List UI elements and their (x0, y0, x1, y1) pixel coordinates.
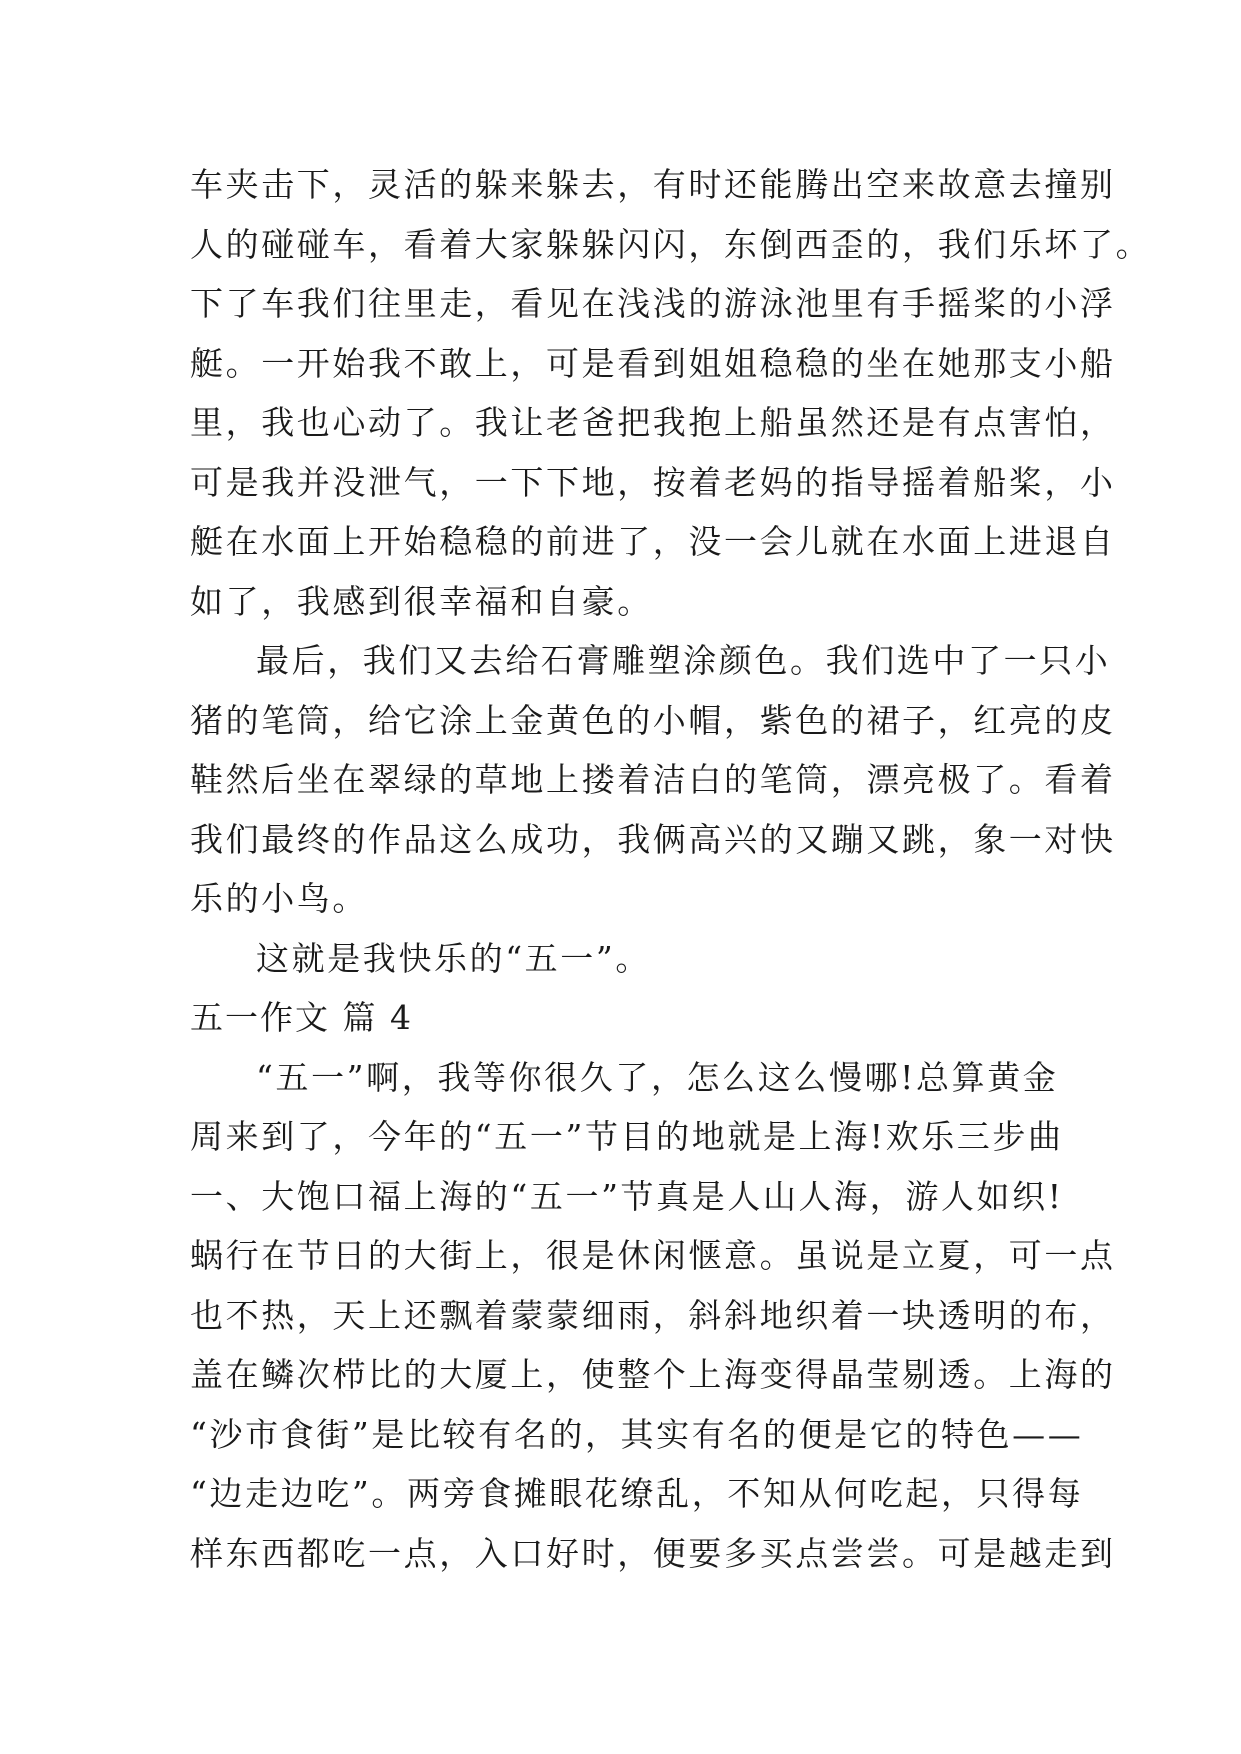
text-line: 我们最终的作品这么成功，我俩高兴的又蹦又跳，象一对快 (190, 819, 1116, 859)
text-line: 蜗行在节日的大街上，很是休闲惬意。虽说是立夏，可一点 (190, 1236, 1116, 1275)
text-line: 样东西都吃一点，入口好时，便要多买点尝尝。可是越走到 (190, 1533, 1116, 1573)
text-line: 鞋然后坐在翠绿的草地上搂着洁白的笔筒，漂亮极了。看着 (190, 760, 1116, 799)
text-line: 乐的小鸟。 (190, 879, 368, 918)
text-line: 下了车我们往里走，看见在浅浅的游泳池里有手摇桨的小浮 (190, 284, 1116, 323)
text-line: 艇。一开始我不敢上，可是看到姐姐稳稳的坐在她那支小船 (190, 343, 1116, 383)
document-body (190, 155, 1152, 1583)
paragraph-start-line: 最后，我们又去给石膏雕塑涂颜色。我们选中了一只小 (256, 641, 1111, 680)
paragraph-start-line: “五一”啊，我等你很久了，怎么这么慢哪!总算黄金 (256, 1057, 1059, 1097)
text-line: 盖在鳞次栉比的大厦上，使整个上海变得晶莹剔透。上海的 (190, 1355, 1116, 1394)
text-line: 也不热，天上还飘着蒙蒙细雨，斜斜地织着一块透明的布， (190, 1295, 1116, 1335)
text-line: 猪的笔筒，给它涂上金黄色的小帽，紫色的裙子，红亮的皮 (190, 700, 1116, 740)
paragraph-start-line: 这就是我快乐的“五一”。 (256, 938, 651, 978)
text-line: 一、大饱口福上海的“五一”节真是人山人海，游人如织! (190, 1176, 1064, 1216)
text-line: 车夹击下，灵活的躲来躲去，有时还能腾出空来故意去撞别 (190, 165, 1116, 204)
text-line: “沙市食街”是比较有名的，其实有名的便是它的特色—— (190, 1414, 1084, 1454)
text-line: 周来到了，今年的“五一”节目的地就是上海!欢乐三步曲 (190, 1117, 1064, 1156)
text-line: 艇在水面上开始稳稳的前进了，没一会儿就在水面上进退自 (190, 522, 1116, 561)
text-line: 如了，我感到很幸福和自豪。 (190, 581, 653, 621)
section-heading: 五一作文 篇 4 (190, 998, 413, 1037)
text-line: “边走边吃”。两旁食摊眼花缭乱，不知从何吃起，只得每 (190, 1474, 1084, 1513)
text-line: 里，我也心动了。我让老爸把我抱上船虽然还是有点害怕， (190, 403, 1116, 442)
text-line: 可是我并没泄气，一下下地，按着老妈的指导摇着船桨，小 (190, 462, 1116, 502)
text-line: 人的碰碰车，看着大家躲躲闪闪，东倒西歪的，我们乐坏了。 (190, 224, 1152, 264)
